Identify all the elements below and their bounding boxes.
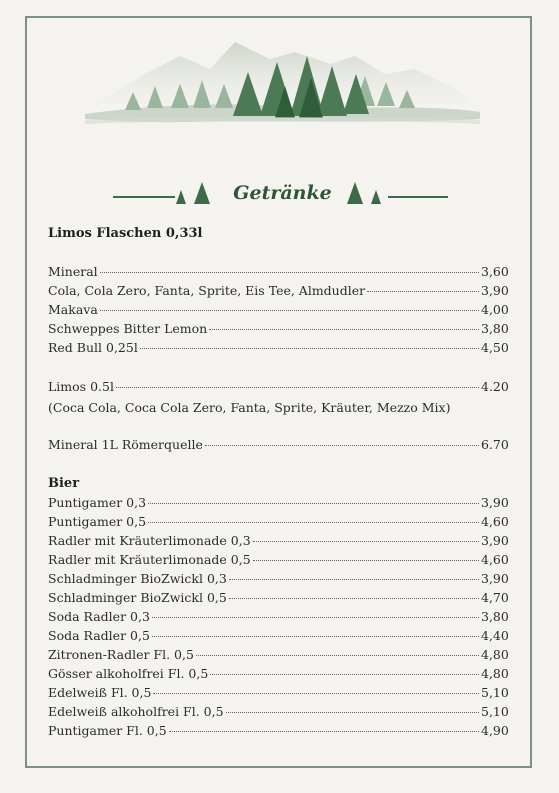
menu-item: Cola, Cola Zero, Fanta, Sprite, Eis Tee, Almdudler 3,90	[48, 283, 509, 298]
title-rule-left	[113, 196, 175, 198]
pine-tree-icon	[371, 190, 381, 204]
menu-item: Soda Radler 0,3 3,80	[48, 609, 509, 624]
menu-item: Puntigamer Fl. 0,5 4,90	[48, 723, 509, 738]
menu-item: Puntigamer 0,3 3,90	[48, 495, 509, 510]
menu-item: Red Bull 0,25l 4,50	[48, 340, 509, 355]
menu-item: Soda Radler 0,5 4,40	[48, 628, 509, 643]
mountain-forest-illustration	[85, 34, 480, 134]
menu-item: Limos 0.5l 4.20	[48, 379, 509, 394]
menu-item: Edelweiß Fl. 0,5 5,10	[48, 685, 509, 700]
section-heading-limos: Limos Flaschen 0,33l	[48, 226, 203, 241]
pine-tree-icon	[176, 190, 186, 204]
menu-item: Zitronen-Radler Fl. 0,5 4,80	[48, 647, 509, 662]
menu-item: Gösser alkoholfrei Fl. 0,5 4,80	[48, 666, 509, 681]
menu-item: Schweppes Bitter Lemon 3,80	[48, 321, 509, 336]
section-heading-bier: Bier	[48, 476, 80, 491]
menu-item: Mineral 3,60	[48, 264, 509, 279]
menu-item: Radler mit Kräuterlimonade 0,3 3,90	[48, 533, 509, 548]
menu-item: Edelweiß alkoholfrei Fl. 0,5 5,10	[48, 704, 509, 719]
title-row	[95, 180, 470, 212]
pine-tree-icon	[194, 182, 210, 204]
menu-item: Schladminger BioZwickl 0,3 3,90	[48, 571, 509, 586]
page-title: Getränke	[233, 182, 332, 204]
menu-item: Schladminger BioZwickl 0,5 4,70	[48, 590, 509, 605]
pine-tree-icon	[347, 182, 363, 204]
title-rule-right	[388, 196, 448, 198]
menu-item: Radler mit Kräuterlimonade 0,5 4,60	[48, 552, 509, 567]
menu-item-note: (Coca Cola, Coca Cola Zero, Fanta, Sprite, Kräuter, Mezzo Mix)	[48, 400, 451, 415]
menu-item: Mineral 1L Römerquelle 6.70	[48, 437, 509, 452]
menu-item: Makava 4,00	[48, 302, 509, 317]
menu-item: Puntigamer 0,5 4,60	[48, 514, 509, 529]
